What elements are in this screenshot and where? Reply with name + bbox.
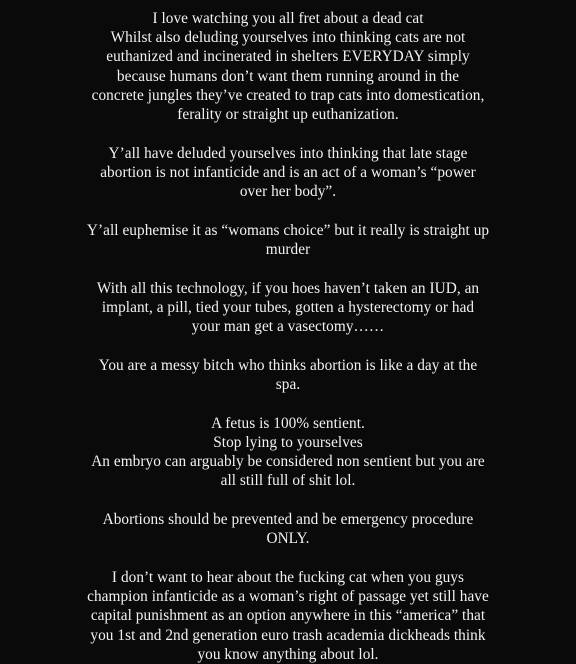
paragraph-6: [23, 414, 553, 491]
text-line: An embryo can arguably be considered non sentient but you are: [91, 453, 485, 471]
text-line: Stop lying to yourselves: [213, 433, 363, 451]
text-line: spa.: [275, 376, 301, 394]
text-line: A fetus is 100% sentient.: [211, 414, 365, 432]
text-line: you 1st and 2nd generation euro trash academia dickheads think: [90, 626, 486, 644]
paragraph-5: [23, 356, 553, 394]
paragraph-8: [23, 568, 553, 664]
text-line: I love watching you all fret about a dead cat: [152, 10, 424, 27]
paragraph-1: [23, 9, 553, 124]
text-line: abortion is not infanticide and is an act of a woman’s “power: [100, 163, 476, 181]
text-line: capital punishment as an option anywhere in this “america” that: [90, 607, 486, 625]
text-line: euthanized and incinerated in shelters EVERYDAY simply: [106, 48, 470, 66]
paragraph-4: [23, 279, 553, 337]
text-line: implant, a pill, tied your tubes, gotten a hysterectomy or had: [101, 298, 475, 316]
paragraph-3: [23, 221, 553, 259]
paragraph-7: [23, 510, 553, 548]
paragraph-2: [23, 144, 553, 202]
text-line: I don’t want to hear about the fucking cat when you guys: [111, 568, 465, 586]
text-line: murder: [265, 241, 311, 259]
text-line: Y’all have deluded yourselves into thinking that late stage: [108, 144, 468, 162]
text-line: you know anything about lol.: [197, 645, 379, 663]
text-line: over her body”.: [239, 183, 337, 201]
text-line: because humans don’t want them running around in the: [116, 67, 460, 85]
text-line: all still full of shit lol.: [220, 472, 356, 490]
text-line: You are a messy bitch who thinks abortion is like a day at the: [98, 356, 478, 374]
text-line: Y’all euphemise it as “womans choice” but it really is straight up: [86, 221, 490, 239]
text-line: ONLY.: [266, 530, 310, 548]
text-line: champion infanticide as a woman’s right of passage yet still have: [87, 588, 489, 606]
text-line: With all this technology, if you hoes haven’t taken an IUD, an: [96, 279, 480, 297]
text-line: your man get a vasectomy……: [191, 318, 385, 336]
text-line: ferality or straight up euthanization.: [177, 106, 399, 124]
text-line: Abortions should be prevented and be emergency procedure: [102, 511, 474, 529]
text-line: Whilst also deluding yourselves into thinking cats are not: [110, 29, 466, 47]
text-line: concrete jungles they’ve created to trap cats into domestication,: [91, 86, 485, 104]
